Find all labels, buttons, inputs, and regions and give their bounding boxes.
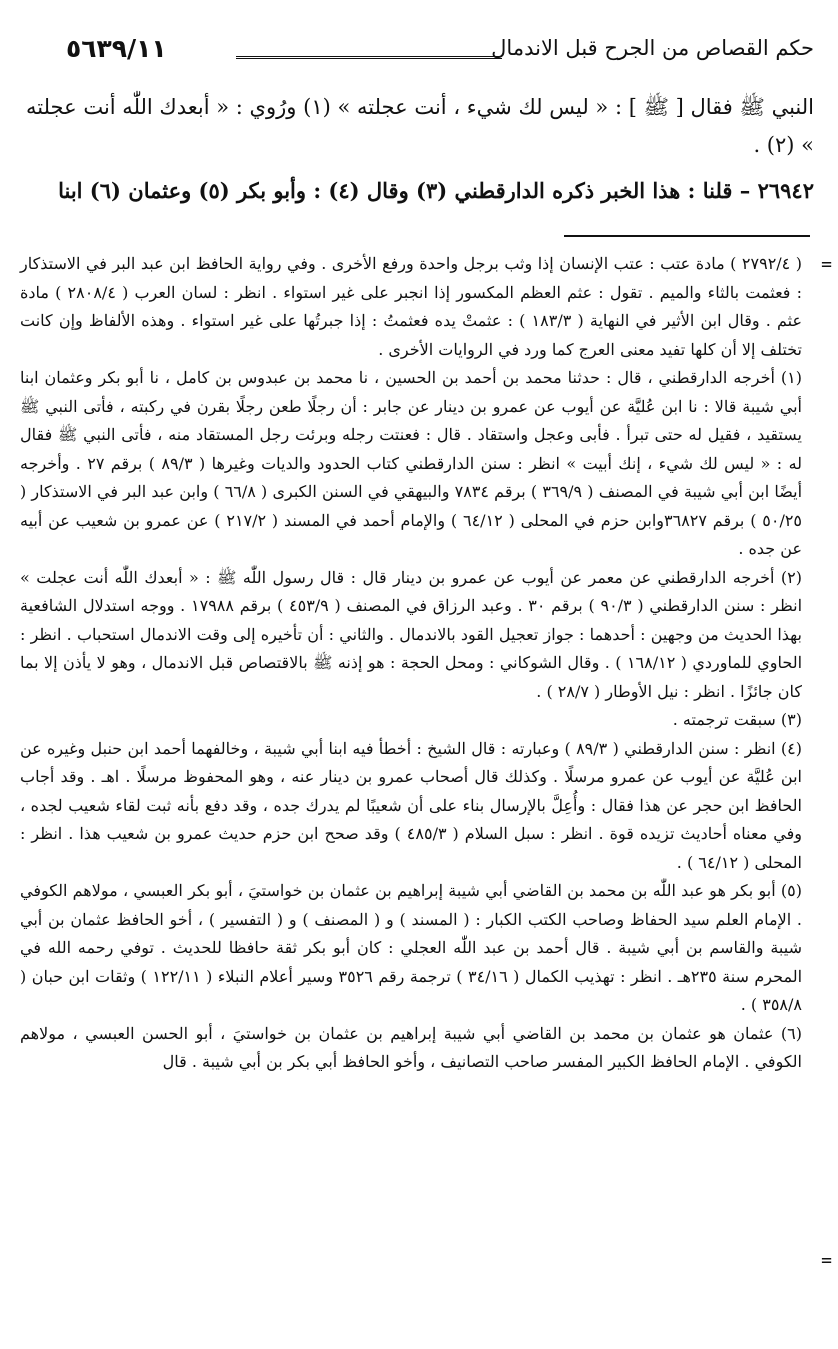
footnote-2: (٢) أخرجه الدارقطني عن معمر عن أيوب عن عمرو بن دينار قال : قال رسول اللّٰه ﷺ : « أبعدك اللّٰه أنت عجلت » انظر : سنن الدارقطني ( ٩٠/٣ ) برقم ٣٠ . وعبد الرزاق في المصنف ( ٤٥٣/٩ ) برقم ١٧٩٨٨ . ووجه استدلال الشافعية بهذا الحديث من وجهين : أحدهما : جواز تعجيل القود بالاندمال . والثاني : أن تأخيره إلى وقت الاندمال استحباب . انظر : الحاوي للماوردي ( ١٦٨/١٢ ) . وقال الشوكاني : ومحل الحجة : هو إذنه ﷺ بالاقتصاص قبل الاندمال ، وهو لا يأذن إلا بما كان جائزًا . انظر : نيل الأوطار ( ٢٨/٧ ) . bbox=[20, 567, 803, 701]
header-double-rule bbox=[236, 56, 502, 59]
running-title: حكم القصاص من الجرح قبل الاندمال bbox=[491, 36, 814, 60]
footnote-6: (٦) عثمان هو عثمان بن محمد بن القاضي أبي شيبة إبراهيم بن عثمان بن خواستيَ ، أبو الحسن العبسي ، مولاهم الكوفي . الإمام الحافظ الكبير المفسر صاحب التصانيف ، وأخو الحافظ أبي بكر بن أبي شيبة . قال bbox=[20, 1023, 803, 1071]
footnote-5: (٥) أبو بكر هو عبد اللّٰه بن محمد بن القاضي أبي شيبة إبراهيم بن عثمان بن خواستيَ ، أبو بكر العبسي ، مولاهم الكوفي . الإمام العلم سيد الحفاظ وصاحب الكتب الكبار : ( المسند ) و ( المصنف ) و ( التفسير ) ، أخو الحافظ عثمان بن أبي شيبة والقاسم بن أبي شيبة . قال أحمد بن عبد اللّٰه العجلي : كان أبو بكر ثقة حافظا للحديث . توفي رحمه الله في المحرم سنة ٢٣٥هـ . انظر : تهذيب الكمال ( ٣٤/١٦ ) ترجمة رقم ٣٥٢٦ وسير أعلام النبلاء ( ١٢٢/١١ ) وثقات ابن حبان ( ٣٥٨/٨ ) . bbox=[20, 881, 803, 1014]
footnote-separator bbox=[564, 235, 810, 237]
main-paragraph-1: النبي ﷺ فقال [ ﷺ ] : « ليس لك شيء ، أنت عجلته » (١) ورُوي : « أبعدك اللّٰه أنت عجلته » (٢) . bbox=[26, 95, 814, 157]
main-paragraph-2: ٢٦٩٤٢ – قلنا : هذا الخبر ذكره الدارقطني (٣) وقال (٤) : وأبو بكر (٥) وعثمان (٦) ابنا bbox=[58, 178, 814, 203]
footnote-1: (١) أخرجه الدارقطني ، قال : حدثنا محمد بن أحمد بن الحسين ، نا محمد بن عبدوس بن كامل ، نا أبو بكر وعثمان ابنا أبي شيبة قالا : نا ابن عُليَّة عن أيوب عن عمرو بن دينار عن جابر : أن رجلًا طعن رجلًا بقرن في ركبته ، فأتى النبي ﷺ يستقيد ، فقيل له حتى تبرأ . فأبى وعجل واستقاد . قال : فعنتت رجله وبرئت رجل المستقاد منه ، فأتى النبي ﷺ فقال له : « ليس لك شيء ، إنك أبيت » انظر : سنن الدارقطني كتاب الحدود والديات وغيرها ( ٨٩/٣ ) برقم ٢٧ . وأخرجه أيضًا ابن أبي شيبة في المصنف ( ٣٦٩/٩ ) برقم ٧٨٣٤ والبيهقي في السنن الكبرى ( ٦٦/٨ ) وابن عبد البر في الاستذكار ( ٥٠/٢٥ ) برقم ٣٦٨٢٧وابن حزم في المحلى ( ٦٤/١٢ ) والإمام أحمد في المسند ( ٢١٧/٢ ) عن عمرو بن شعيب عن أبيه عن جده . bbox=[20, 368, 803, 558]
page-number: ٥٦٣٩/١١ bbox=[66, 34, 167, 63]
footnote-4: (٤) انظر : سنن الدارقطني ( ٨٩/٣ ) وعبارته : قال الشيخ : أخطأ فيه ابنا أبي شيبة ، وخالفهما أحمد ابن حنبل وغيره عن ابن عُليَّة عن أيوب عن عمرو مرسلًا . وكذلك قال أصحاب عمرو بن دينار عنه ، وهو المحفوظ مرسلًا . اهـ . وقد أجاب الحافظ ابن حجر عن هذا فقال : وأُعِلَّ بالإرسال بناء على أن شعيبًا لم يدرك جده ، وقد دفع بأنه ثبت لقاء شعيب لجده ، وفي معناه أحاديث تزيده قوة . انظر : سبل السلام ( ٤٨٥/٣ ) وقد صحح ابن حزم حديث عمرو بن شعيب هذا . انظر : المحلى ( ٦٤/١٢ ) . bbox=[20, 738, 803, 872]
page-header bbox=[58, 30, 814, 76]
footnote-3: (٣) سبقت ترجمته . bbox=[672, 710, 802, 729]
footnotes bbox=[20, 250, 802, 1077]
main-text bbox=[26, 88, 814, 210]
continuation-mark-top: = bbox=[821, 254, 832, 275]
continuation-mark-bottom: = bbox=[821, 1250, 832, 1271]
footnote-continued: ( ٢٧٩٢/٤ ) مادة عتب : عتب الإنسان إذا وثب برجل واحدة ورفع الأخرى . وفي رواية الحافظ ابن عبد البر في الاستذكار : فعثمت بالثاء والميم . تقول : عثم العظم المكسور إذا انجبر على غير استواء . انظر : لسان العرب ( ٢٨٠٨/٤ ) مادة عثم . وقال ابن الأثير في النهاية ( ١٨٣/٣ ) : عثمتْ يده فعثمتُ : إذا جبرتُها على غير استواء . وهذه الألفاظ وإن كانت تختلف إلا أن كلها تفيد معنى العرج كما ورد في الروايات الأخرى . bbox=[20, 254, 803, 359]
